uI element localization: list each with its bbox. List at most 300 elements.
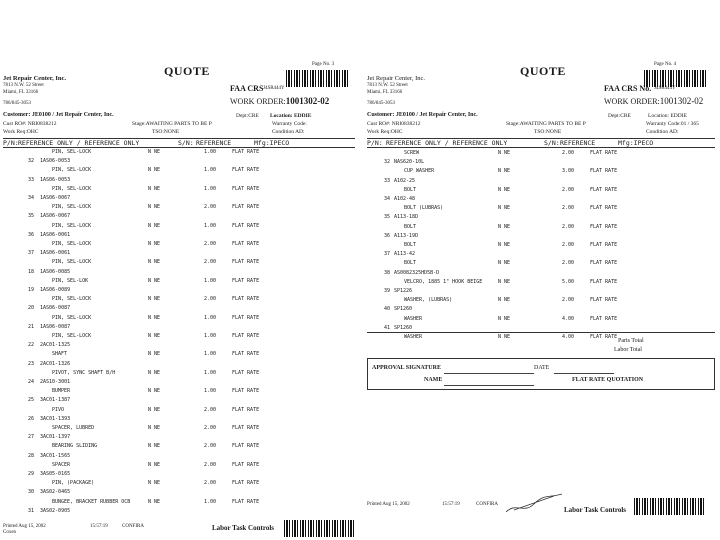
cell-desc: BOLT [404,223,417,230]
col-mfg [254,139,289,147]
company-address-line2: Miami, FL 33166 [3,90,39,95]
cell-rate: FLAT RATE [590,315,618,322]
cell-desc: WASHER [404,315,423,322]
table-row [364,279,720,288]
cell-rate: FLAT RATE [590,260,618,267]
date-label: DATE [534,365,550,371]
cell-desc: PIN, SEL-LOCK [52,222,92,229]
cell-qty: 1.00 [204,369,217,376]
approval-signature-label: APPROVAL SIGNATURE [372,365,441,371]
table-row [0,269,360,278]
printed-time: 15:57:19 [442,502,460,507]
company-name: Jet Repair Center, Inc. [367,75,426,82]
cell-desc: PIN, SEL-LOCK [52,241,92,247]
cell-desc: PIN, SEL-LOCK [52,185,92,192]
cell-qty: 1.00 [204,314,217,321]
col-mfg-label: Mfg: [254,139,270,147]
cell-qty: 1.00 [204,333,217,339]
col-mfg-value: IPECO [269,139,290,147]
cell-cond: N NE [498,205,511,212]
work-order-number: 1001302-02 [659,96,704,106]
table-row [0,388,360,397]
cell-qty: 2.00 [204,406,217,413]
table-row [364,150,720,159]
cell-cond: N NE [148,425,161,431]
cell-rate: FLAT RATE [232,314,260,321]
printed-date: Printed Aug 15, 2002 [367,502,410,507]
condition-ad: Condition AD: [272,129,305,135]
header-divider-bottom [367,147,715,148]
cell-pn: 2AS10-3001 [40,379,71,385]
table-row [364,187,720,196]
cell-rate: FLAT RATE [232,351,260,358]
location: Location: EDDIE [270,113,312,119]
warranty-code: Warranty Code:01 / 365 [646,121,699,127]
work-order-label: WORK ORDER: [230,97,286,106]
cell-pn: 2AC01-1326 [40,360,71,367]
cell-rate: FLAT RATE [232,296,260,303]
labor-task-controls: Labor Task Controls [564,506,626,514]
printed-user: CONFIRA [476,502,498,507]
printed-date: Printed Aug 15, 2002 [3,524,46,529]
col-sn: S/N: [178,139,194,147]
cell-num: 18 [28,268,35,275]
items-end-divider [367,332,715,333]
company-address-line1: 7813 N.W. 52 Street [3,83,44,88]
table-row [0,241,360,250]
cell-qty: 1.00 [204,222,217,229]
cell-pn: 1AS06-0089 [40,287,71,293]
company-address-line2: Miami, FL 33166 [367,90,403,95]
cell-qty: 1.00 [204,185,217,192]
table-row [0,416,360,425]
table-row [0,167,360,176]
cell-pn: A113-19D [394,232,419,239]
name-label: NAME [424,377,443,383]
stage: Stage:AWAITING PARTS TO BE P [506,121,586,127]
table-row [0,333,360,342]
cell-desc: BOLT [404,260,417,267]
table-row [0,397,360,406]
cell-num: 28 [28,452,35,459]
cell-rate: FLAT RATE [590,223,618,230]
cell-num: 40 [384,306,391,313]
cell-num: 26 [28,415,35,422]
table-row [364,168,720,177]
cell-cond: N NE [498,223,511,230]
cell-rate: FLAT RATE [590,186,618,193]
table-row [0,379,360,388]
cell-num: 32 [28,158,35,165]
cell-num: 34 [28,195,35,201]
cell-cond: N NE [148,259,161,266]
cell-cond: N NE [498,168,511,175]
cell-rate: FLAT RATE [590,205,618,212]
company-phone: 786/845-3053 [367,101,396,106]
table-row [364,251,720,260]
col-pn: P/N: [367,139,383,147]
table-row [0,305,360,314]
cell-pn: A102-48 [394,196,416,202]
cell-cond: N NE [498,297,511,304]
work-req: Work Req:OHC [367,129,403,135]
cell-num: 32 [384,159,391,166]
cell-qty: 1.00 [204,277,217,284]
tso: TSO:NONE [152,129,180,135]
cell-num: 41 [384,324,391,331]
cell-pn: A113-18D [394,214,419,221]
cell-qty: 4.00 [562,334,575,340]
col-pn: P/N: [3,139,19,147]
line-items-left [0,149,360,514]
table-row [0,315,360,324]
col-mfg-label: Mfg: [618,139,634,147]
name-line[interactable] [444,385,534,386]
faa-crs-label: FAA CRS [230,84,264,93]
cell-pn: 3AC01-1393 [40,415,71,422]
cell-pn: 3AC01-1565 [40,452,71,459]
cell-rate: FLAT RATE [232,333,260,339]
cell-cond: N NE [148,480,161,487]
cell-qty: 2.00 [204,204,217,211]
customer-line: Customer: JE0100 / Jet Repair Center, Inc. [367,112,478,118]
table-row [0,425,360,434]
company-phone: 786/845-3053 [3,101,32,106]
stage: Stage:AWAITING PARTS TO BE P [132,121,212,127]
cell-desc: BOLT (LUBRAS) [404,205,444,212]
cell-qty: 2.00 [562,150,575,156]
table-row [364,297,720,306]
col-reference: REFERENCE ONLY / REFERENCE ONLY [386,139,508,147]
cell-cond: N NE [148,167,161,174]
cell-qty: 4.00 [562,315,575,322]
cell-pn: 1AS06-0061 [40,250,71,257]
cell-num: 25 [28,397,35,404]
barcode-icon [634,498,706,515]
cell-qty: 2.00 [562,242,575,248]
cell-rate: FLAT RATE [232,149,260,155]
cell-cond: N NE [498,150,511,156]
table-row [0,232,360,241]
work-order-label: WORK ORDER: [604,97,660,106]
signature-scribble-icon [504,492,564,516]
table-row [0,453,360,462]
cell-desc: PIN, SEL-LOCK [52,333,92,339]
cell-rate: FLAT RATE [232,443,260,450]
cell-desc: PIN, SEL-LOCK [52,204,92,211]
table-row [0,186,360,195]
location: Location: EDDIE [648,113,687,119]
cell-rate: FLAT RATE [232,259,260,266]
col-reference: REFERENCE ONLY / REFERENCE ONLY [18,139,140,147]
cell-cond: N NE [498,186,511,193]
cell-pn: 1AS06-0053 [40,176,71,183]
cell-desc: PIN, SEL-LOK [52,277,89,284]
cell-num: 35 [384,214,391,221]
cell-num: 35 [28,213,35,220]
table-row [0,177,360,186]
cell-desc: CUP WASHER [404,168,435,175]
cell-desc: PIN, SEL-LOCK [52,167,92,174]
quote-page-right [364,58,720,528]
cell-desc: BUMPER [52,388,71,395]
printed-sub: Coxen [3,530,17,535]
cell-rate: FLAT RATE [590,297,618,304]
cell-num: 34 [384,196,391,202]
cell-desc: BOLT [404,242,417,248]
cell-pn: 1AS06-0067 [40,195,71,201]
dept: Dept:CRE [608,113,631,119]
table-row [0,213,360,222]
cust-ro: Cust RO#: NRI0838212 [367,121,421,127]
cell-num: 31 [28,507,35,514]
work-order [230,96,329,106]
cell-qty: 2.00 [562,297,575,304]
page-number: Page No. 4 [654,62,677,67]
cell-cond: N NE [148,406,161,413]
approval-signature-line[interactable] [444,373,534,374]
cell-num: 30 [28,489,35,496]
cell-pn: A102-25 [394,177,416,184]
cell-qty: 1.00 [204,167,217,174]
barcode-icon [284,520,354,537]
table-row [0,149,360,158]
cell-pn: 1AS06-0087 [40,305,71,312]
approval-box [367,358,715,390]
cell-cond: N NE [148,388,161,395]
table-row [364,316,720,325]
table-row [364,233,720,242]
cell-qty: 2.00 [204,480,217,487]
cell-cond: N NE [148,222,161,229]
line-items-right [364,150,720,342]
parts-total: Parts Total [618,338,644,344]
cell-num: 23 [28,360,35,367]
condition-ad: Condition AD: [646,129,679,135]
cell-rate: FLAT RATE [590,150,618,156]
cell-desc: WASHER, (LUBRAS) [404,297,453,304]
cell-num: 37 [384,251,391,258]
table-row [364,242,720,251]
cell-pn: AS0082325HD5B-D [394,269,440,276]
cell-qty: 2.00 [204,259,217,266]
table-row [364,214,720,223]
cell-num: 20 [28,305,35,312]
cell-num: 22 [28,342,35,349]
cell-rate: FLAT RATE [232,388,260,395]
cell-cond: N NE [148,204,161,211]
cell-qty: 1.00 [204,388,217,395]
faa-crs-number: J4SR444Y [654,86,676,91]
cell-rate: FLAT RATE [232,461,260,468]
header-divider-bottom [3,147,355,148]
cell-pn: 3AC01-1387 [40,397,71,404]
col-mfg-value: IPECO [633,139,654,147]
cell-cond: N NE [498,242,511,248]
dept: Dept:CRE [236,113,259,119]
cell-pn: SP1226 [394,288,413,294]
flat-rate-quotation: FLAT RATE QUOTATION [572,377,644,383]
table-row [0,204,360,213]
cell-qty: 2.00 [562,205,575,212]
cell-desc: SHAFT [52,351,68,358]
faa-crs-label: FAA CRS No. [604,84,652,93]
cell-cond: N NE [148,149,161,155]
cell-num: 27 [28,434,35,441]
company-name: Jet Repair Center, Inc. [3,75,67,82]
cell-desc: PIN, SEL-LOCK [52,296,92,303]
table-row [0,471,360,480]
cell-rate: FLAT RATE [232,222,260,229]
cell-cond: N NE [148,333,161,339]
cell-qty: 2.00 [562,260,575,267]
table-row [364,159,720,168]
col-reference2: REFERENCE [560,139,596,147]
cell-rate: FLAT RATE [232,369,260,376]
cell-rate: FLAT RATE [590,334,618,340]
cell-desc: PIN, SEL-LOCK [52,314,92,321]
table-row [364,270,720,279]
table-row [0,370,360,379]
cell-rate: FLAT RATE [232,204,260,211]
cell-num: 36 [28,231,35,238]
table-row [364,288,720,297]
cell-rate: FLAT RATE [232,241,260,247]
table-row [0,434,360,443]
date-line[interactable] [554,373,614,374]
table-row [0,223,360,232]
cell-cond: N NE [498,260,511,267]
cust-ro: Cust RO#: NRI0838212 [3,121,57,127]
cell-desc: PIN, SEL-LOCK [52,149,92,155]
table-row [0,250,360,259]
col-sn: S/N: [544,139,560,147]
cell-pn: 3AC01-1397 [40,434,71,441]
cell-qty: 2.00 [562,223,575,230]
table-row [0,462,360,471]
tso: TSO:NONE [534,129,562,135]
table-row [0,351,360,360]
cell-qty: 1.00 [204,149,217,155]
company-address-line1: 7813 N.W. 52 Street [367,83,408,88]
cell-qty: 2.00 [204,296,217,303]
table-row [0,508,360,517]
cell-num: 39 [384,288,391,294]
cell-cond: N NE [148,369,161,376]
table-row [0,443,360,452]
cell-num: 29 [28,471,35,477]
cell-rate: FLAT RATE [590,168,618,175]
cell-cond: N NE [148,314,161,321]
quote-page-left [0,58,360,540]
cell-rate: FLAT RATE [232,277,260,284]
quote-title: QUOTE [520,64,566,78]
labor-total: Labor Total [614,347,642,353]
cell-desc: BOLT [404,186,417,193]
cell-desc: PIVO [52,406,65,413]
cell-cond: N NE [148,241,161,247]
cell-pn: 2AC01-1325 [40,342,71,349]
cell-cond: N NE [148,277,161,284]
cell-desc: SPACER, LUBRED [52,425,95,431]
barcode-icon [644,70,706,87]
cell-rate: FLAT RATE [232,425,260,431]
cell-cond: N NE [498,278,511,285]
cell-cond: N NE [498,334,511,340]
cell-num: 33 [28,176,35,183]
table-row [364,196,720,205]
cell-pn: 1AS06-0067 [40,213,71,220]
work-order-number: 1001302-02 [285,96,330,106]
cell-desc: SCREW [404,150,420,156]
cell-pn: 3AS05-0165 [40,471,71,477]
cell-pn: 3AS02-0905 [40,507,71,514]
cell-qty: 2.00 [204,241,217,247]
cell-pn: 1AS06-0085 [40,268,71,275]
cell-qty: 2.00 [204,461,217,468]
table-row [0,407,360,416]
cell-desc: BUNGEE, BRACKET RUBBER OCB [52,498,131,505]
cell-rate: FLAT RATE [232,167,260,174]
cell-desc: PIN, SEL-LOCK [52,259,92,266]
table-row [0,195,360,204]
cell-qty: 2.00 [562,186,575,193]
cell-rate: FLAT RATE [232,406,260,413]
table-row [0,342,360,351]
table-row [0,158,360,167]
cell-num: 38 [384,269,391,276]
cell-num: 36 [384,232,391,239]
cell-pn: NAS620-10L [394,159,425,166]
cell-qty: 2.00 [204,443,217,450]
cell-rate: FLAT RATE [232,498,260,505]
printed-time: 15:57:19 [90,524,108,529]
cell-desc: PIVOT, SYNC SHAFT B/H [52,369,116,376]
cell-rate: FLAT RATE [232,480,260,487]
cell-pn: 3AS02-0465 [40,489,71,496]
warranty-code: Warranty Code: [272,121,307,127]
cell-qty: 2.00 [204,425,217,431]
cell-cond: N NE [148,498,161,505]
col-mfg [618,139,653,147]
work-req: Work Req:OHC [3,129,39,135]
cell-num: 37 [28,250,35,257]
quote-title: QUOTE [164,64,210,78]
cell-qty: 1.00 [204,351,217,358]
cell-cond: N NE [148,185,161,192]
col-reference2: REFERENCE [196,139,232,147]
cell-cond: N NE [498,315,511,322]
table-row [0,296,360,305]
page-number: Page No. 3 [312,62,335,67]
table-row [364,334,720,343]
cell-cond: N NE [148,351,161,358]
table-row [364,224,720,233]
work-order [604,96,703,106]
cell-num: 24 [28,379,35,385]
printed-user: CONFIRA [122,524,144,529]
cell-rate: FLAT RATE [590,242,618,248]
table-row [364,205,720,214]
cell-desc: WASHER [404,334,423,340]
cell-pn: 1AS06-0053 [40,158,71,165]
cell-cond: N NE [148,443,161,450]
cell-cond: N NE [148,296,161,303]
cell-desc: PIN, (PACKAGE) [52,480,95,487]
cell-qty: 3.00 [562,168,575,175]
faa-crs-number: J4SR444Y [263,86,285,91]
cell-pn: 1AS06-0061 [40,231,71,238]
